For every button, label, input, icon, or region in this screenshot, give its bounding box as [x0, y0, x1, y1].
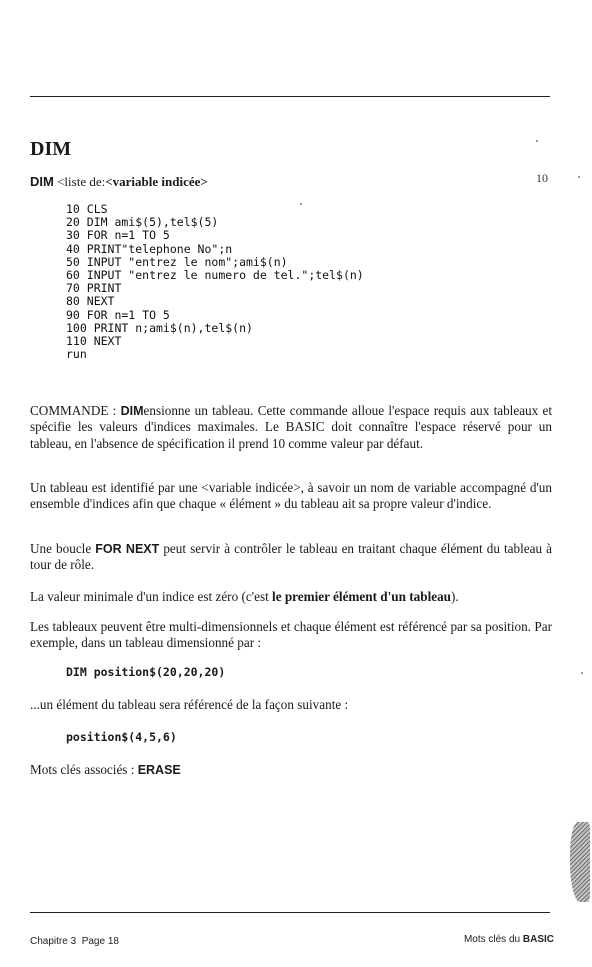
code-line: 40 PRINT"telephone No";n: [66, 241, 233, 256]
p1-rest: ensionne un tableau. Cette commande alloue l'espace requis aux tableaux et spécifie les valeurs d'indices maximales. Le BASIC doit connaître l'espace réservé pour un tableau, en l'absence de spécification il prend 10 comme valeur par défaut.: [30, 403, 553, 451]
code-line: run: [66, 347, 87, 362]
syntax-before: <liste de:: [57, 174, 106, 189]
footer-page: Chapitre 3 Page 18: [30, 936, 119, 947]
bottom-rule: [30, 912, 550, 913]
p3-a: Une boucle: [30, 541, 96, 556]
p1-keyword: DIM: [120, 404, 144, 418]
footer-section: [464, 934, 554, 945]
scan-speck: [536, 140, 538, 142]
p7-keyword: ERASE: [137, 763, 181, 777]
code-listing: [66, 203, 364, 361]
scan-artifact: [570, 822, 590, 902]
p4-a: La valeur minimale d'un indice est zéro (c'est: [30, 589, 273, 604]
p4-b: ).: [451, 589, 459, 604]
code-line: 30 FOR n=1 TO 5: [66, 228, 170, 243]
code-line: 50 INPUT "entrez le nom";ami$(n): [66, 254, 288, 269]
code-line: 10 CLS: [66, 202, 108, 216]
scan-speck: [300, 203, 302, 205]
section-heading: DIM: [30, 138, 72, 160]
paragraph-for-next: [30, 541, 552, 574]
code-line: 80 NEXT: [66, 294, 115, 309]
code-line: 100 PRINT n;ami$(n),tel$(n): [66, 320, 253, 335]
paragraph-minimum-index: [30, 589, 552, 605]
paragraph-reference: ...un élément du tableau sera référencé de la façon suivante :: [30, 697, 349, 712]
top-rule: [30, 96, 550, 97]
code-line: 90 FOR n=1 TO 5: [66, 307, 170, 322]
syntax-argument: <variable indicée>: [105, 174, 208, 189]
syntax-line: [30, 174, 208, 190]
example-dim: DIM position$(20,20,20): [66, 665, 226, 679]
code-line: 70 PRINT: [66, 281, 122, 296]
p3-b: peut servir à contrôler le tableau en traitant chaque élément du tableau à tour de rôle.: [30, 541, 553, 573]
footer-right-a: Mots clés du: [463, 934, 523, 945]
scan-speck: [578, 176, 580, 178]
margin-number: 10: [536, 171, 548, 185]
paragraph-related: [30, 762, 552, 778]
code-line: 20 DIM ami$(5),tel$(5): [66, 215, 219, 230]
example-element: position$(4,5,6): [66, 730, 177, 744]
p1-intro: COMMANDE :: [30, 403, 121, 418]
paragraph-multidim: Les tableaux peuvent être multi-dimensionnels et chaque élément est référencé par sa position. Par exemple, dans un tableau dimensionné par :: [30, 619, 552, 651]
paragraph-command: [30, 403, 552, 452]
scan-speck: [581, 672, 583, 674]
footer-right-bold: BASIC: [522, 934, 554, 945]
code-line: 60 INPUT "entrez le numero de tel.";tel$(n): [66, 268, 364, 283]
code-line: 110 NEXT: [66, 334, 122, 349]
paragraph-variable: Un tableau est identifié par une <variable indicée>, à savoir un nom de variable accompagné d'un ensemble d'indices afin que chaque « élément » du tableau ait sa propre valeur d'indice.: [30, 480, 552, 512]
p7-a: Mots clés associés :: [30, 762, 138, 777]
syntax-keyword: DIM: [30, 174, 54, 189]
p3-keyword: FOR NEXT: [95, 542, 160, 556]
p4-bold: le premier élément d'un tableau: [272, 589, 452, 604]
